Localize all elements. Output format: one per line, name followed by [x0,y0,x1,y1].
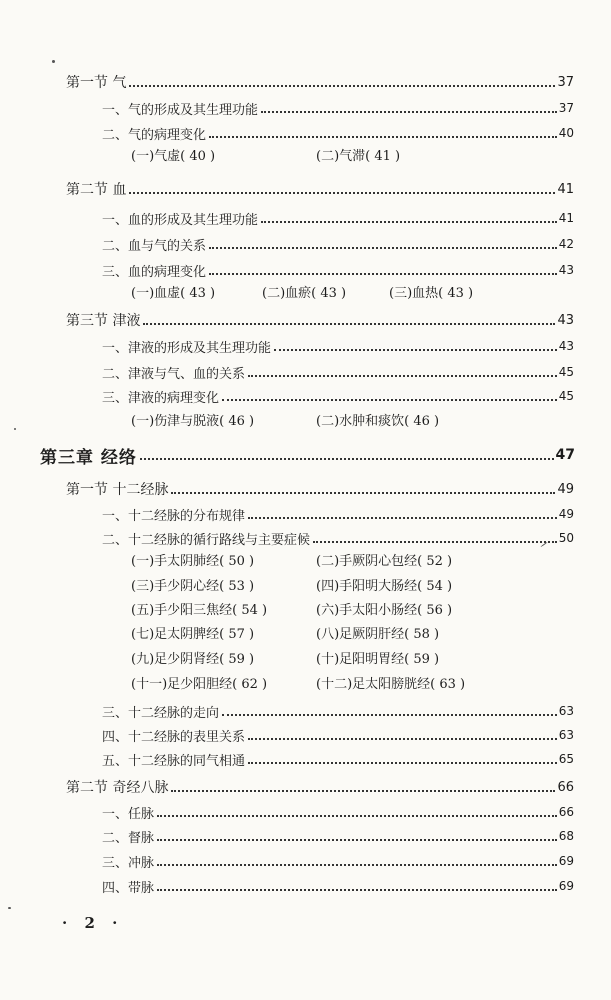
toc-page-number: 63 [558,704,574,718]
dot-leader [209,273,557,275]
toc-page-number: 69 [558,879,574,893]
print-speck [14,428,16,430]
dot-leader [261,111,557,113]
dot-leader [248,738,557,740]
toc-page-number: 37 [557,74,574,90]
toc-page-number: 63 [558,728,574,742]
toc-entry [102,527,576,549]
dot-leader [157,815,557,817]
toc-subentry: (十一)足少阳胆经( 62 ) [131,677,268,692]
toc-page-number: 47 [555,447,575,463]
toc-entry [102,361,576,383]
toc-title: 一、任脉 [102,806,155,822]
print-speck [52,60,55,63]
dot-leader [157,864,557,866]
toc-title: 一、血的形成及其生理功能 [102,212,259,228]
toc-entry [102,259,576,281]
toc-page-number: 45 [558,365,574,379]
toc-title: 三、冲脉 [102,855,155,871]
dot-leader [313,541,557,543]
toc-page-number: 43 [557,312,574,328]
toc-page-number: 43 [558,263,574,277]
toc-subentry: (六)手太阳小肠经( 56 ) [316,603,453,618]
toc-page-number: 40 [558,126,574,140]
toc-entry [102,122,576,144]
toc-subentry: (一)血虚( 43 ) [131,286,216,301]
toc-entry [102,335,576,357]
dot-leader [222,714,557,716]
toc-subentry: (十二)足太阳膀胱经( 63 ) [316,677,466,692]
toc-subentry: (二)水肿和痰饮( 46 ) [316,414,440,429]
dot-leader [171,790,555,792]
toc-subentry: (二)手厥阴心包经( 52 ) [316,554,453,569]
dot-leader [248,517,557,519]
dot-leader [222,399,557,401]
toc-entry [102,801,576,823]
toc-title: 二、津液与气、血的关系 [102,366,246,382]
toc-subentry: (七)足太阴脾经( 57 ) [131,627,255,642]
toc-chapter [40,444,577,466]
toc-entry [102,233,576,255]
toc-title: 三、十二经脉的走向 [102,705,220,721]
toc-section [66,478,576,500]
toc-subentry: (二)气滞( 41 ) [316,149,401,164]
toc-page-number: 50 [558,531,574,545]
toc-title: 四、带脉 [102,880,155,896]
toc-subentry: (一)手太阴肺经( 50 ) [131,554,255,569]
toc-subentry: (八)足厥阴肝经( 58 ) [316,627,440,642]
dot-leader [129,85,555,87]
toc-entry [102,385,576,407]
toc-title: 一、津液的形成及其生理功能 [102,340,272,356]
toc-subentry: (一)气虚( 40 ) [131,149,216,164]
dot-leader [157,839,557,841]
dot-leader [274,349,557,351]
toc-title: 第一节 十二经脉 [66,482,169,498]
toc-title: 第二节 血 [66,182,127,198]
toc-entry [102,875,576,897]
toc-subentry: (三)血热( 43 ) [389,286,474,301]
page-number-footer: · 2 · [62,914,124,932]
toc-subentry: (九)足少阴肾经( 59 ) [131,652,255,667]
toc-entry [102,724,576,746]
toc-section [66,178,576,200]
toc-section [66,776,576,798]
toc-entry [102,850,576,872]
toc-entry [102,748,576,770]
toc-entry [102,97,576,119]
dot-leader [209,136,557,138]
dot-leader [261,221,557,223]
toc-page-number: 41 [557,181,574,197]
toc-title: 二、血与气的关系 [102,238,207,254]
toc-title: 五、十二经脉的同气相通 [102,753,246,769]
toc-title: 一、气的形成及其生理功能 [102,102,259,118]
toc-page-number: 37 [558,101,574,115]
toc-entry [102,207,576,229]
toc-section [66,71,576,93]
toc-title: 三、津液的病理变化 [102,390,220,406]
dot-leader [129,192,555,194]
dot-leader [140,458,554,460]
toc-title: 三、血的病理变化 [102,264,207,280]
dot-leader [248,375,557,377]
toc-subentry: (一)伤津与脱液( 46 ) [131,414,255,429]
toc-title: 第三节 津液 [66,313,141,329]
print-speck [8,907,11,909]
dot-leader [209,247,557,249]
toc-entry [102,700,576,722]
toc-subentry: (四)手阳明大肠经( 54 ) [316,579,453,594]
toc-title: 第二节 奇经八脉 [66,780,169,796]
toc-title: 二、十二经脉的循行路线与主要症候 [102,532,311,548]
toc-subentry: (二)血瘀( 43 ) [262,286,347,301]
toc-page-number: 42 [558,237,574,251]
dot-leader [171,492,555,494]
toc-page-number: 49 [557,481,574,497]
toc-entry [102,503,576,525]
toc-title: 第一节 气 [66,75,127,91]
toc-page-number: 69 [558,854,574,868]
dot-leader [248,762,557,764]
toc-entry [102,825,576,847]
toc-page-number: 66 [558,805,574,819]
toc-title: 二、督脉 [102,830,155,846]
toc-title: 四、十二经脉的表里关系 [102,729,246,745]
toc-title: 第三章 经络 [40,447,137,468]
toc-page-number: 49 [558,507,574,521]
toc-page-number: 68 [558,829,574,843]
toc-page-number: 43 [558,339,574,353]
toc-subentry: (五)手少阳三焦经( 54 ) [131,603,268,618]
toc-subentry: (十)足阳明胃经( 59 ) [316,652,440,667]
toc-title: 一、十二经脉的分布规律 [102,508,246,524]
toc-page-number: 45 [558,389,574,403]
toc-page-number: 65 [558,752,574,766]
toc-section [66,309,576,331]
toc-subentry: (三)手少阴心经( 53 ) [131,579,255,594]
toc-page-number: 41 [558,211,574,225]
dot-leader [143,323,555,325]
toc-page-number: 66 [557,779,574,795]
dot-leader [157,889,557,891]
toc-title: 二、气的病理变化 [102,127,207,143]
